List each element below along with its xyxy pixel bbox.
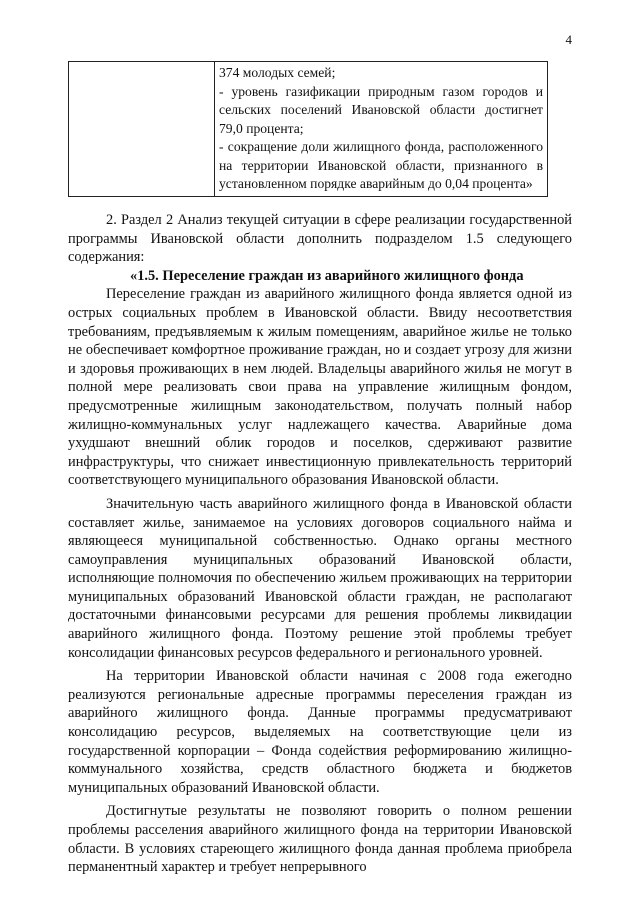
table-cell-empty — [69, 62, 215, 197]
document-body — [68, 211, 572, 877]
paragraph: Достигнутые результаты не позволяют говорить о полном решении проблемы расселения аварийного жилищного фонда на территории Ивановской области. В условиях стареющего жилищного фонда данная проблема приобрела перманентный характер и требует непрерывного — [68, 803, 572, 876]
continuation-table — [68, 61, 548, 197]
table-line: - уровень газификации природным газом городов и сельских поселений Ивановской области достигнет 79,0 процента; — [219, 83, 543, 136]
amendment-item-2: 2. Раздел 2 Анализ текущей ситуации в сфере реализации государственной программы Ивановской области дополнить подразделом 1.5 следующего содержания: — [68, 212, 572, 266]
table-row — [69, 62, 548, 197]
table-cell-text — [215, 62, 548, 197]
table-line: 374 молодых семей; — [219, 65, 336, 80]
table-line: - сокращение доли жилищного фонда, расположенного на территории Ивановской области, признанного в установленном порядке аварийным до 0,04 процента» — [219, 139, 543, 191]
paragraph: Значительную часть аварийного жилищного фонда в Ивановской области составляет жилье, занимаемое на условиях договоров социального найма и являющееся муниципальной собственностью. Однако органы местного самоуправления муниципальных образований Ивановской области, исполняющие полномочия по обеспечению жильем проживающих на территории муниципальных образований Ивановской области граждан, не располагают достаточными финансовыми ресурсами для решения проблемы ликвидации аварийного жилищного фонда. Поэтому решение этой проблемы требует консолидации финансовых ресурсов федерального и регионального уровней. — [68, 495, 572, 661]
paragraph: Переселение граждан из аварийного жилищного фонда является одной из острых социальных проблем в Ивановской области. Ввиду несоответствия требованиям, предъявляемым к жилым помещениям, аварийное жилье не только не обеспечивает комфортное проживание граждан, но и создает угрозу для жизни и здоровья проживающих в нем людей. Владельцы аварийного жилья не могут в полной мере реализовать свои права на управление жилищным фондом, предусмотренные жилищным законодательством, получать полный набор жилищно-коммунальных услуг надлежащего качества. Аварийные дома ухудшают внешний облик городов и поселков, сдерживают развитие инфраструктуры, что снижает инвестиционную привлекательность территорий соответствующего муниципального образования Ивановской области. — [68, 286, 572, 489]
section-heading: «1.5. Переселение граждан из аварийного жилищного фонда — [130, 267, 524, 284]
paragraph: На территории Ивановской области начиная с 2008 года ежегодно реализуются региональные адресные программы переселения граждан из аварийного жилищного фонда. Данные программы предусматривают консолидацию ресурсов, выделяемых на соответствующие цели из государственной корпорации – Фонда содействия реформированию жилищно-коммунального хозяйства, средств областного бюджета и бюджетов муниципальных образований Ивановской области. — [68, 668, 572, 796]
page-number: 4 — [565, 32, 572, 47]
